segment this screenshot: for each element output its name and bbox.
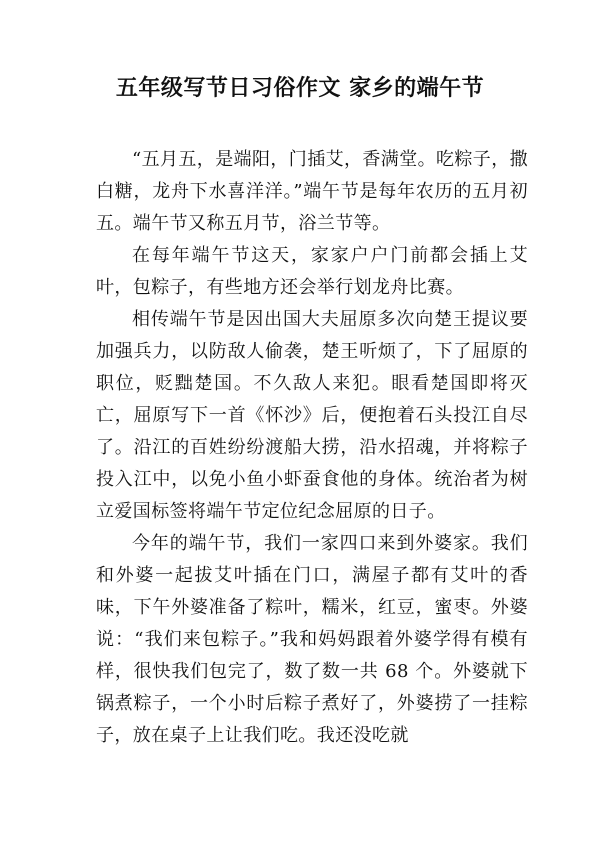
document-title: 五年级写节日习俗作文 家乡的端午节 (115, 76, 485, 101)
paragraph: 在每年端午节这天，家家户户门前都会插上艾叶，包粽子，有些地方还会举行划龙舟比赛。 (96, 245, 528, 298)
paragraph: 相传端午节是因出国大夫屈原多次向楚王提议要加强兵力，以防敌人偷袭，楚王听烦了，下了屈原的职位，贬黜楚国。不久敌人来犯。眼看楚国即将灭亡，屈原写下一首《怀沙》后，便抱着石头投江自尽了。沿江的百姓纷纷渡船大捞，沿水招魂，并将粽子投入江中，以免小鱼小虾蚕食他的身体。统治者为树立爱国标签将端午节定位纪念屈原的日子。 (96, 309, 528, 522)
paragraph: 今年的端午节，我们一家四口来到外婆家。我们和外婆一起拔艾叶插在门口，满屋子都有艾叶的香味，下午外婆准备了粽叶，糯米，红豆，蜜枣。外婆说：“我们来包粽子。”我和妈妈跟着外婆学得有模有样，很快我们包完了，数了数一共 68 个。外婆就下锅煮粽子，一个小时后粽子煮好了，外婆捞了一挂粽子，放在桌子上让我们吃。我还没吃就 (96, 533, 528, 746)
document-body (96, 144, 528, 752)
paragraph: “五月五，是端阳，门插艾，香满堂。吃粽子，撒白糖，龙舟下水喜洋洋。”端午节是每年农历的五月初五。端午节又称五月节，浴兰节等。 (96, 149, 528, 234)
